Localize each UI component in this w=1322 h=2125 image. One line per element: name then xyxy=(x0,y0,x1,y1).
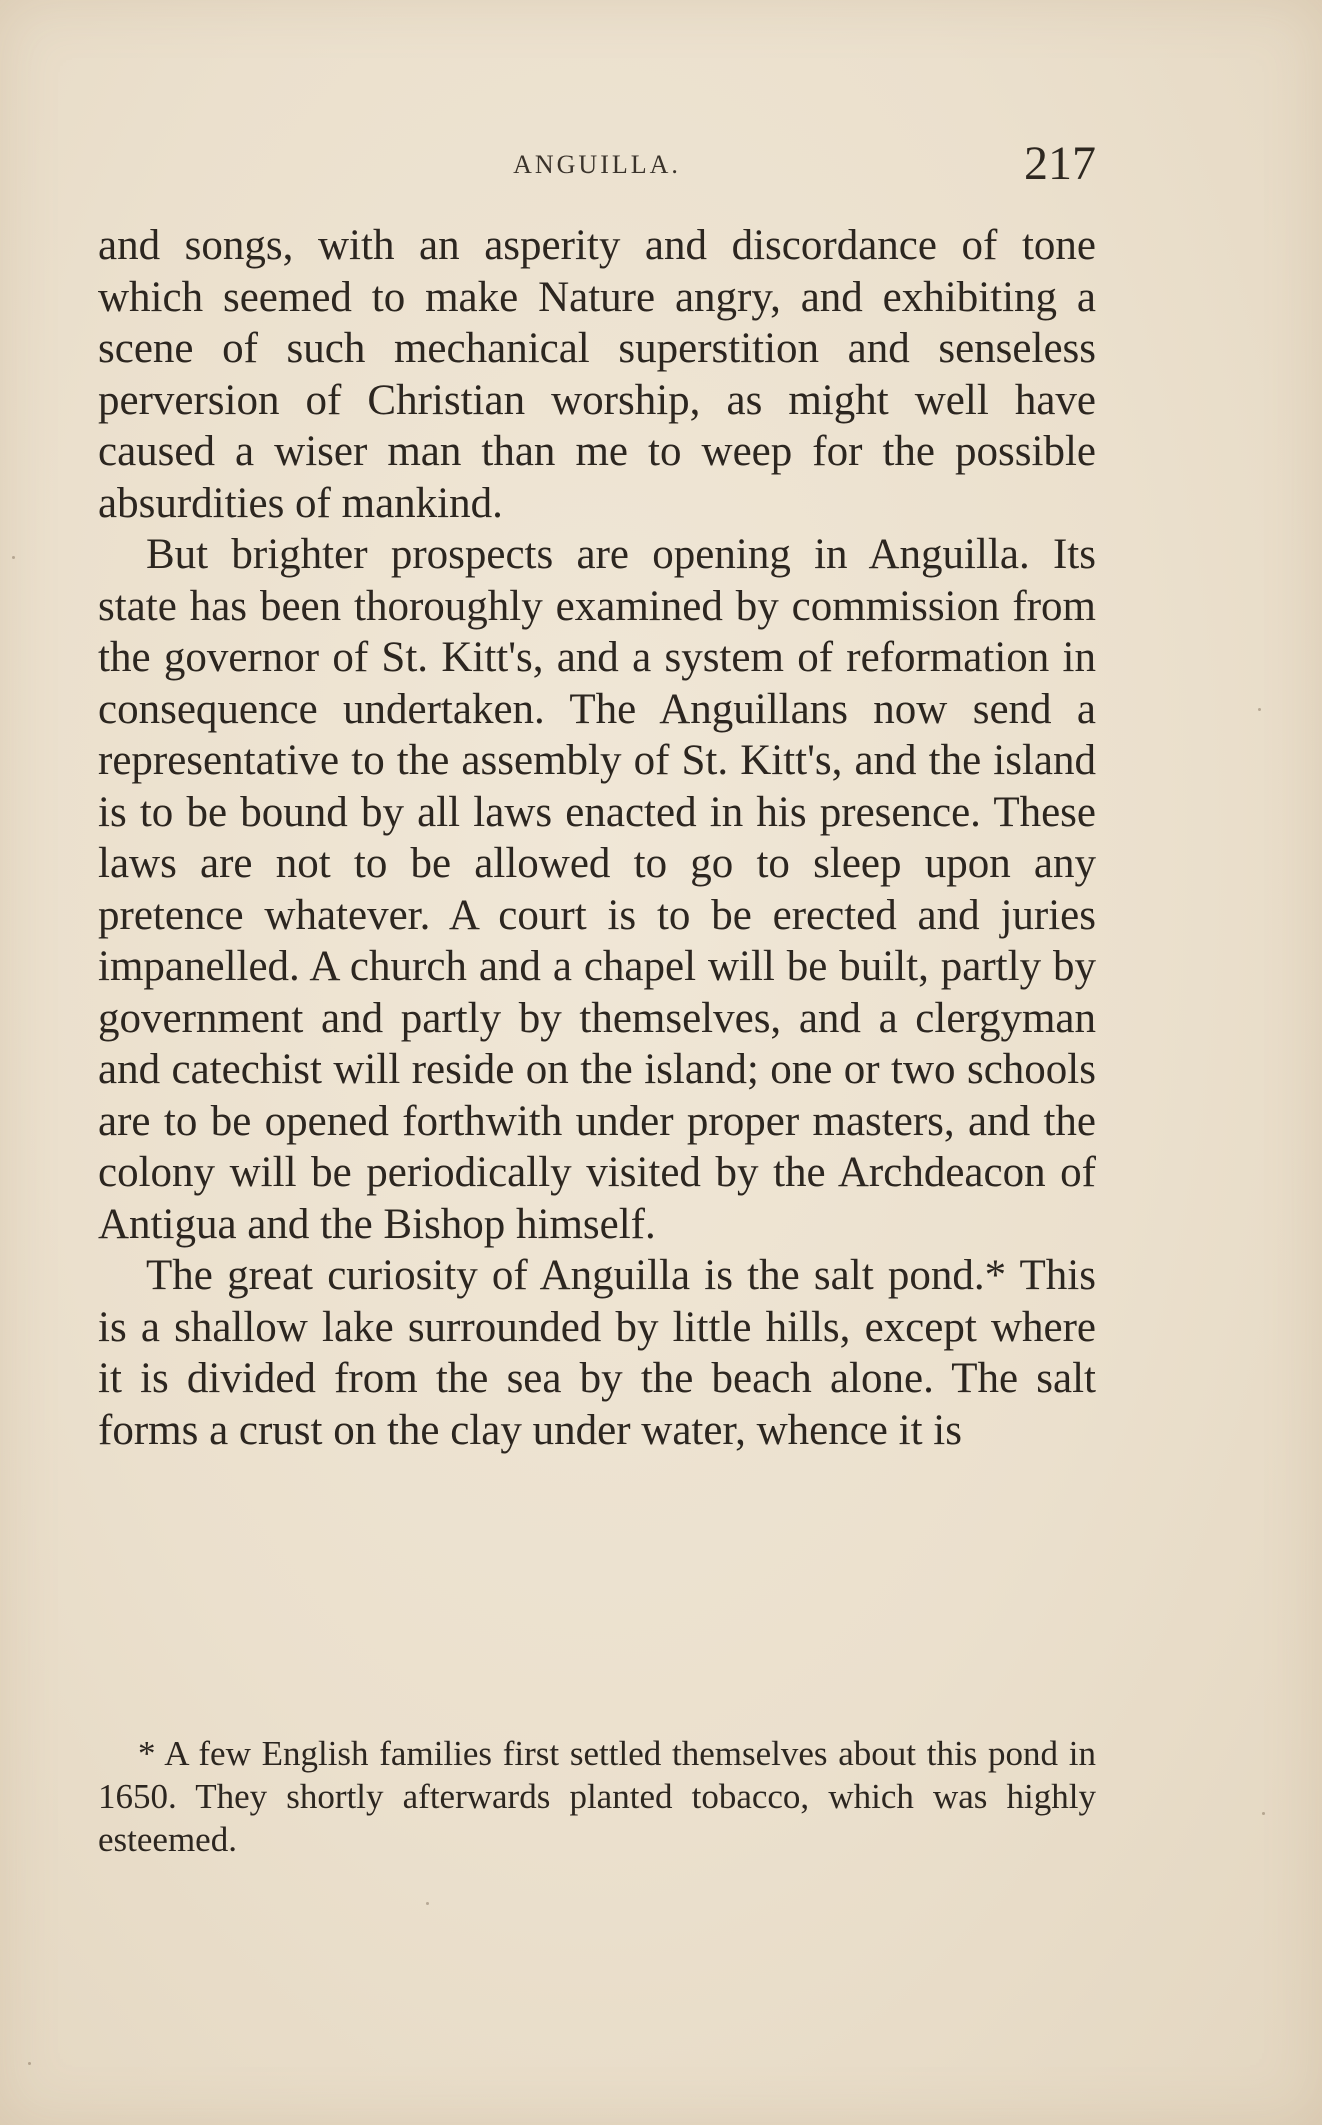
paper-speck xyxy=(28,2062,31,2065)
paragraph-continued: and songs, with an asperity and discordance of tone which seemed to make Nature angry, and exhibiting a scene of such mechanical superstition and senseless perversion of Christian worship, as might well have caused a wiser man than me to weep for the possible absurdities of mankind. xyxy=(98,222,1096,527)
paper-speck xyxy=(1258,708,1261,711)
paper-speck xyxy=(426,1902,429,1905)
paper-speck xyxy=(1262,1812,1265,1815)
footnote: * A few English families first settled themselves about this pond in 1650. They shortly afterwards planted tobacco, which was highly esteemed. xyxy=(98,1734,1096,1859)
paper-speck xyxy=(12,556,15,559)
paragraph-salt-pond: The great curiosity of Anguilla is the salt pond.* This is a shallow lake surrounded by little hills, except where it is divided from the sea by the beach alone. The salt forms a crust on the clay under water, whence it is xyxy=(98,1252,1096,1454)
running-head xyxy=(98,136,1096,196)
footnote-section xyxy=(98,1732,1096,1861)
running-title: ANGUILLA. xyxy=(513,150,681,179)
main-text xyxy=(98,220,1096,1456)
page-number: 217 xyxy=(1024,137,1096,190)
paragraph-brighter-prospects: But brighter prospects are opening in Anguilla. Its state has been thoroughly examined by commission from the governor of St. Kitt's, and a system of reformation in consequence undertaken. The Anguillans now send a representative to the assembly of St. Kitt's, and the island is to be bound by all laws enacted in his presence. These laws are not to be allowed to go to sleep upon any pretence whatever. A court is to be erected and juries impanelled. A church and a chapel will be built, partly by government and partly by themselves, and a clergyman and catechist will reside on the island; one or two schools are to be opened forthwith under proper masters, and the colony will be periodically visited by the Archdeacon of Antigua and the Bishop himself. xyxy=(98,531,1096,1248)
